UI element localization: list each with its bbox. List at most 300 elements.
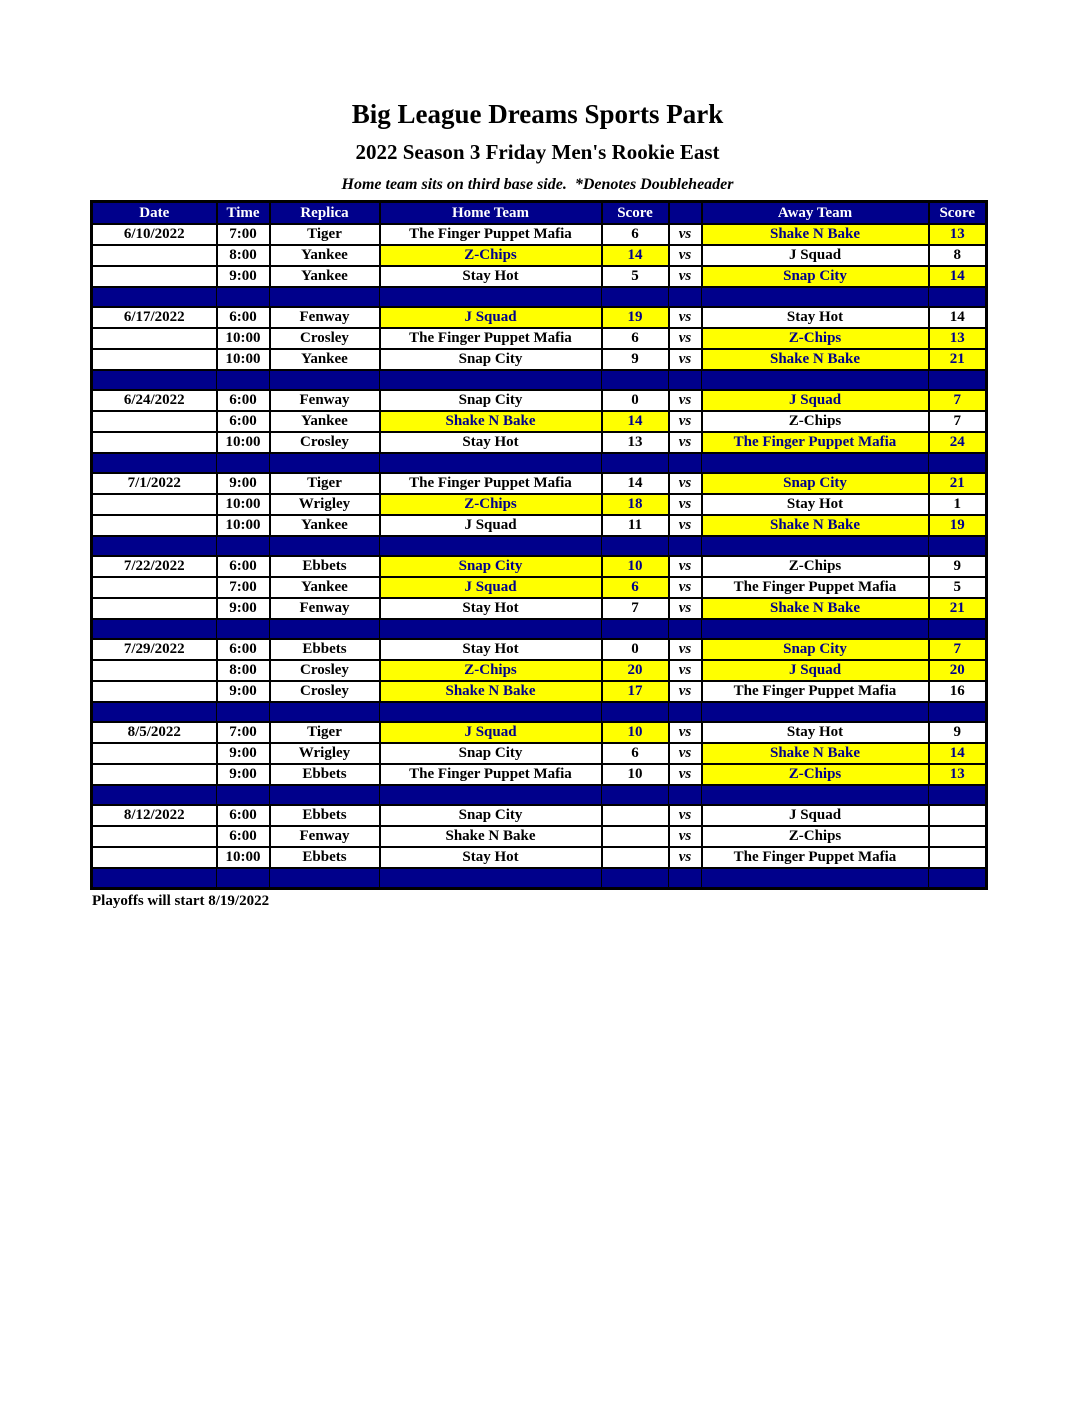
game-row bbox=[92, 681, 987, 702]
date-cell bbox=[92, 577, 217, 598]
time-cell: 9:00 bbox=[217, 473, 270, 494]
separator-cell bbox=[380, 868, 602, 889]
away-team-cell: Shake N Bake bbox=[702, 743, 929, 764]
home-score-cell bbox=[602, 826, 669, 847]
replica-cell: Crosley bbox=[270, 660, 380, 681]
date-cell: 7/22/2022 bbox=[92, 556, 217, 577]
separator-cell bbox=[217, 785, 270, 805]
column-header-date: Date bbox=[92, 202, 217, 225]
home-score-cell: 20 bbox=[602, 660, 669, 681]
home-score-cell: 7 bbox=[602, 598, 669, 619]
away-team-cell: The Finger Puppet Mafia bbox=[702, 681, 929, 702]
separator-cell bbox=[669, 702, 702, 722]
vs-label: vs bbox=[669, 473, 702, 494]
separator-cell bbox=[929, 287, 987, 307]
separator-cell bbox=[270, 702, 380, 722]
time-cell: 6:00 bbox=[217, 390, 270, 411]
away-team-cell: Z-Chips bbox=[702, 826, 929, 847]
vs-label: vs bbox=[669, 328, 702, 349]
home-score-cell bbox=[602, 805, 669, 826]
home-score-cell: 0 bbox=[602, 390, 669, 411]
vs-label: vs bbox=[669, 266, 702, 287]
home-team-cell: Z-Chips bbox=[380, 660, 602, 681]
time-cell: 9:00 bbox=[217, 743, 270, 764]
away-team-cell: J Squad bbox=[702, 390, 929, 411]
game-row bbox=[92, 328, 987, 349]
game-row bbox=[92, 556, 987, 577]
away-score-cell: 24 bbox=[929, 432, 987, 453]
home-score-cell: 9 bbox=[602, 349, 669, 370]
replica-cell: Crosley bbox=[270, 432, 380, 453]
home-score-cell: 13 bbox=[602, 432, 669, 453]
home-team-cell: Stay Hot bbox=[380, 598, 602, 619]
vs-label: vs bbox=[669, 411, 702, 432]
home-team-note: Home team sits on third base side. *Denotes Doubleheader bbox=[341, 176, 734, 194]
time-cell: 6:00 bbox=[217, 411, 270, 432]
vs-label: vs bbox=[669, 494, 702, 515]
time-cell: 9:00 bbox=[217, 764, 270, 785]
home-team-cell: Stay Hot bbox=[380, 639, 602, 660]
home-team-cell: The Finger Puppet Mafia bbox=[380, 224, 602, 245]
separator-cell bbox=[669, 453, 702, 473]
separator-cell bbox=[929, 868, 987, 889]
separator-cell bbox=[92, 287, 217, 307]
replica-cell: Tiger bbox=[270, 473, 380, 494]
separator-cell bbox=[217, 453, 270, 473]
separator-cell bbox=[380, 370, 602, 390]
date-cell bbox=[92, 515, 217, 536]
date-cell bbox=[92, 826, 217, 847]
separator-cell bbox=[602, 702, 669, 722]
date-cell: 7/1/2022 bbox=[92, 473, 217, 494]
away-score-cell: 7 bbox=[929, 390, 987, 411]
home-team-cell: J Squad bbox=[380, 577, 602, 598]
separator-cell bbox=[217, 868, 270, 889]
home-team-cell: Snap City bbox=[380, 390, 602, 411]
home-score-cell: 19 bbox=[602, 307, 669, 328]
away-score-cell: 9 bbox=[929, 722, 987, 743]
separator-row bbox=[92, 619, 987, 639]
away-score-cell: 14 bbox=[929, 743, 987, 764]
away-score-cell: 14 bbox=[929, 266, 987, 287]
away-team-cell: Snap City bbox=[702, 266, 929, 287]
column-header-away-score: Score bbox=[929, 202, 987, 225]
separator-cell bbox=[380, 619, 602, 639]
home-team-cell: The Finger Puppet Mafia bbox=[380, 764, 602, 785]
away-team-cell: The Finger Puppet Mafia bbox=[702, 432, 929, 453]
replica-cell: Fenway bbox=[270, 390, 380, 411]
date-cell: 6/10/2022 bbox=[92, 224, 217, 245]
home-team-cell: Snap City bbox=[380, 349, 602, 370]
time-cell: 6:00 bbox=[217, 639, 270, 660]
replica-cell: Crosley bbox=[270, 681, 380, 702]
away-team-cell: Shake N Bake bbox=[702, 515, 929, 536]
vs-label: vs bbox=[669, 515, 702, 536]
home-team-cell: Stay Hot bbox=[380, 847, 602, 868]
date-cell bbox=[92, 847, 217, 868]
away-team-cell: Z-Chips bbox=[702, 411, 929, 432]
separator-cell bbox=[380, 702, 602, 722]
separator-cell bbox=[702, 287, 929, 307]
game-row bbox=[92, 577, 987, 598]
time-cell: 6:00 bbox=[217, 826, 270, 847]
game-row bbox=[92, 473, 987, 494]
replica-cell: Yankee bbox=[270, 245, 380, 266]
column-header-replica: Replica bbox=[270, 202, 380, 225]
separator-cell bbox=[602, 287, 669, 307]
home-team-cell: Snap City bbox=[380, 743, 602, 764]
away-score-cell: 20 bbox=[929, 660, 987, 681]
away-score-cell: 14 bbox=[929, 307, 987, 328]
away-score-cell: 8 bbox=[929, 245, 987, 266]
separator-cell bbox=[380, 536, 602, 556]
date-cell bbox=[92, 328, 217, 349]
home-team-cell: Shake N Bake bbox=[380, 681, 602, 702]
home-score-cell: 10 bbox=[602, 556, 669, 577]
separator-cell bbox=[380, 287, 602, 307]
game-row bbox=[92, 224, 987, 245]
home-team-cell: J Squad bbox=[380, 515, 602, 536]
home-score-cell: 14 bbox=[602, 411, 669, 432]
vs-label: vs bbox=[669, 847, 702, 868]
away-score-cell: 21 bbox=[929, 349, 987, 370]
away-team-cell: Stay Hot bbox=[702, 307, 929, 328]
date-cell: 6/17/2022 bbox=[92, 307, 217, 328]
separator-cell bbox=[92, 785, 217, 805]
game-row bbox=[92, 432, 987, 453]
vs-label: vs bbox=[669, 681, 702, 702]
away-score-cell: 7 bbox=[929, 639, 987, 660]
separator-cell bbox=[929, 702, 987, 722]
home-team-cell: J Squad bbox=[380, 307, 602, 328]
time-cell: 6:00 bbox=[217, 805, 270, 826]
away-team-cell: The Finger Puppet Mafia bbox=[702, 847, 929, 868]
vs-label: vs bbox=[669, 743, 702, 764]
game-row bbox=[92, 598, 987, 619]
replica-cell: Ebbets bbox=[270, 639, 380, 660]
replica-cell: Crosley bbox=[270, 328, 380, 349]
time-cell: 9:00 bbox=[217, 598, 270, 619]
column-header-vs bbox=[669, 202, 702, 225]
document-heading bbox=[90, 0, 985, 194]
home-score-cell: 11 bbox=[602, 515, 669, 536]
home-score-cell: 14 bbox=[602, 245, 669, 266]
date-cell bbox=[92, 266, 217, 287]
game-row bbox=[92, 349, 987, 370]
separator-cell bbox=[929, 536, 987, 556]
separator-cell bbox=[217, 287, 270, 307]
away-score-cell: 13 bbox=[929, 224, 987, 245]
home-score-cell: 10 bbox=[602, 722, 669, 743]
separator-cell bbox=[602, 619, 669, 639]
separator-cell bbox=[929, 370, 987, 390]
away-team-cell: Snap City bbox=[702, 639, 929, 660]
date-cell bbox=[92, 598, 217, 619]
separator-cell bbox=[270, 453, 380, 473]
separator-row bbox=[92, 702, 987, 722]
home-team-cell: Shake N Bake bbox=[380, 826, 602, 847]
away-team-cell: Shake N Bake bbox=[702, 224, 929, 245]
date-cell bbox=[92, 743, 217, 764]
home-team-cell: Snap City bbox=[380, 556, 602, 577]
home-team-cell: Stay Hot bbox=[380, 266, 602, 287]
game-row bbox=[92, 743, 987, 764]
away-team-cell: Stay Hot bbox=[702, 494, 929, 515]
game-row bbox=[92, 390, 987, 411]
replica-cell: Tiger bbox=[270, 722, 380, 743]
date-cell bbox=[92, 411, 217, 432]
separator-cell bbox=[92, 370, 217, 390]
time-cell: 6:00 bbox=[217, 556, 270, 577]
away-team-cell: Z-Chips bbox=[702, 556, 929, 577]
replica-cell: Wrigley bbox=[270, 494, 380, 515]
date-cell bbox=[92, 660, 217, 681]
home-score-cell bbox=[602, 847, 669, 868]
vs-label: vs bbox=[669, 826, 702, 847]
date-cell bbox=[92, 764, 217, 785]
replica-cell: Wrigley bbox=[270, 743, 380, 764]
away-score-cell: 13 bbox=[929, 328, 987, 349]
separator-row bbox=[92, 868, 987, 889]
game-row bbox=[92, 764, 987, 785]
time-cell: 9:00 bbox=[217, 681, 270, 702]
vs-label: vs bbox=[669, 660, 702, 681]
separator-cell bbox=[92, 536, 217, 556]
time-cell: 10:00 bbox=[217, 432, 270, 453]
game-row bbox=[92, 826, 987, 847]
separator-cell bbox=[669, 785, 702, 805]
time-cell: 7:00 bbox=[217, 722, 270, 743]
date-cell: 8/5/2022 bbox=[92, 722, 217, 743]
vs-label: vs bbox=[669, 722, 702, 743]
vs-label: vs bbox=[669, 349, 702, 370]
game-row bbox=[92, 660, 987, 681]
separator-cell bbox=[380, 453, 602, 473]
away-score-cell: 9 bbox=[929, 556, 987, 577]
home-score-cell: 6 bbox=[602, 577, 669, 598]
separator-cell bbox=[217, 370, 270, 390]
vs-label: vs bbox=[669, 432, 702, 453]
date-cell bbox=[92, 245, 217, 266]
time-cell: 10:00 bbox=[217, 328, 270, 349]
separator-cell bbox=[217, 536, 270, 556]
date-cell: 6/24/2022 bbox=[92, 390, 217, 411]
date-cell: 7/29/2022 bbox=[92, 639, 217, 660]
away-team-cell: J Squad bbox=[702, 660, 929, 681]
replica-cell: Yankee bbox=[270, 577, 380, 598]
vs-label: vs bbox=[669, 598, 702, 619]
game-row bbox=[92, 245, 987, 266]
page-title: Big League Dreams Sports Park bbox=[351, 99, 724, 129]
away-score-cell bbox=[929, 847, 987, 868]
separator-cell bbox=[669, 287, 702, 307]
separator-cell bbox=[602, 370, 669, 390]
home-score-cell: 6 bbox=[602, 743, 669, 764]
away-team-cell: The Finger Puppet Mafia bbox=[702, 577, 929, 598]
column-header-home-team: Home Team bbox=[380, 202, 602, 225]
time-cell: 10:00 bbox=[217, 349, 270, 370]
away-team-cell: J Squad bbox=[702, 805, 929, 826]
date-cell bbox=[92, 681, 217, 702]
date-cell: 8/12/2022 bbox=[92, 805, 217, 826]
home-team-cell: J Squad bbox=[380, 722, 602, 743]
column-header-home-score: Score bbox=[602, 202, 669, 225]
home-team-cell: The Finger Puppet Mafia bbox=[380, 328, 602, 349]
game-row bbox=[92, 805, 987, 826]
separator-cell bbox=[669, 619, 702, 639]
separator-cell bbox=[702, 453, 929, 473]
home-score-cell: 17 bbox=[602, 681, 669, 702]
separator-cell bbox=[669, 370, 702, 390]
schedule-table-head bbox=[92, 202, 987, 225]
separator-cell bbox=[702, 370, 929, 390]
separator-cell bbox=[929, 785, 987, 805]
separator-cell bbox=[217, 619, 270, 639]
home-team-cell: Shake N Bake bbox=[380, 411, 602, 432]
replica-cell: Yankee bbox=[270, 349, 380, 370]
time-cell: 10:00 bbox=[217, 515, 270, 536]
game-row bbox=[92, 515, 987, 536]
away-score-cell: 19 bbox=[929, 515, 987, 536]
separator-cell bbox=[270, 370, 380, 390]
game-row bbox=[92, 307, 987, 328]
separator-cell bbox=[270, 619, 380, 639]
away-score-cell: 5 bbox=[929, 577, 987, 598]
game-row bbox=[92, 494, 987, 515]
separator-cell bbox=[702, 702, 929, 722]
replica-cell: Ebbets bbox=[270, 764, 380, 785]
home-score-cell: 0 bbox=[602, 639, 669, 660]
column-header-away-team: Away Team bbox=[702, 202, 929, 225]
separator-cell bbox=[702, 536, 929, 556]
home-score-cell: 5 bbox=[602, 266, 669, 287]
schedule-table bbox=[90, 200, 988, 890]
away-score-cell: 13 bbox=[929, 764, 987, 785]
replica-cell: Ebbets bbox=[270, 805, 380, 826]
replica-cell: Ebbets bbox=[270, 556, 380, 577]
away-score-cell: 7 bbox=[929, 411, 987, 432]
away-score-cell: 21 bbox=[929, 598, 987, 619]
away-score-cell: 21 bbox=[929, 473, 987, 494]
replica-cell: Tiger bbox=[270, 224, 380, 245]
vs-label: vs bbox=[669, 577, 702, 598]
replica-cell: Fenway bbox=[270, 307, 380, 328]
separator-cell bbox=[92, 619, 217, 639]
home-score-cell: 18 bbox=[602, 494, 669, 515]
away-team-cell: Shake N Bake bbox=[702, 598, 929, 619]
away-team-cell: Z-Chips bbox=[702, 764, 929, 785]
game-row bbox=[92, 847, 987, 868]
vs-label: vs bbox=[669, 390, 702, 411]
time-cell: 10:00 bbox=[217, 494, 270, 515]
away-team-cell: Snap City bbox=[702, 473, 929, 494]
game-row bbox=[92, 639, 987, 660]
separator-cell bbox=[929, 453, 987, 473]
separator-cell bbox=[270, 287, 380, 307]
game-row bbox=[92, 411, 987, 432]
separator-cell bbox=[602, 453, 669, 473]
separator-row bbox=[92, 287, 987, 307]
playoffs-note: Playoffs will start 8/19/2022 bbox=[92, 893, 270, 910]
vs-label: vs bbox=[669, 556, 702, 577]
separator-cell bbox=[270, 536, 380, 556]
schedule-table-body bbox=[92, 224, 987, 889]
column-header-time: Time bbox=[217, 202, 270, 225]
separator-row bbox=[92, 370, 987, 390]
away-team-cell: J Squad bbox=[702, 245, 929, 266]
separator-row bbox=[92, 453, 987, 473]
home-score-cell: 6 bbox=[602, 224, 669, 245]
separator-row bbox=[92, 536, 987, 556]
home-team-cell: Z-Chips bbox=[380, 494, 602, 515]
time-cell: 6:00 bbox=[217, 307, 270, 328]
home-team-cell: The Finger Puppet Mafia bbox=[380, 473, 602, 494]
separator-cell bbox=[929, 619, 987, 639]
time-cell: 8:00 bbox=[217, 245, 270, 266]
replica-cell: Ebbets bbox=[270, 847, 380, 868]
away-score-cell: 1 bbox=[929, 494, 987, 515]
time-cell: 10:00 bbox=[217, 847, 270, 868]
separator-cell bbox=[92, 702, 217, 722]
separator-cell bbox=[669, 868, 702, 889]
separator-cell bbox=[92, 868, 217, 889]
replica-cell: Yankee bbox=[270, 411, 380, 432]
vs-label: vs bbox=[669, 307, 702, 328]
away-score-cell: 16 bbox=[929, 681, 987, 702]
separator-cell bbox=[270, 868, 380, 889]
away-score-cell bbox=[929, 826, 987, 847]
time-cell: 7:00 bbox=[217, 224, 270, 245]
separator-cell bbox=[702, 785, 929, 805]
header-row bbox=[92, 202, 987, 225]
time-cell: 8:00 bbox=[217, 660, 270, 681]
replica-cell: Yankee bbox=[270, 266, 380, 287]
away-team-cell: Stay Hot bbox=[702, 722, 929, 743]
game-row bbox=[92, 722, 987, 743]
home-team-cell: Stay Hot bbox=[380, 432, 602, 453]
home-score-cell: 14 bbox=[602, 473, 669, 494]
date-cell bbox=[92, 432, 217, 453]
date-cell bbox=[92, 349, 217, 370]
time-cell: 9:00 bbox=[217, 266, 270, 287]
home-score-cell: 10 bbox=[602, 764, 669, 785]
separator-cell bbox=[602, 868, 669, 889]
separator-row bbox=[92, 785, 987, 805]
separator-cell bbox=[669, 536, 702, 556]
replica-cell: Fenway bbox=[270, 598, 380, 619]
home-team-cell: Snap City bbox=[380, 805, 602, 826]
vs-label: vs bbox=[669, 639, 702, 660]
page-subtitle: 2022 Season 3 Friday Men's Rookie East bbox=[355, 140, 720, 165]
separator-cell bbox=[217, 702, 270, 722]
vs-label: vs bbox=[669, 245, 702, 266]
separator-cell bbox=[380, 785, 602, 805]
separator-cell bbox=[602, 536, 669, 556]
vs-label: vs bbox=[669, 805, 702, 826]
home-team-cell: Z-Chips bbox=[380, 245, 602, 266]
game-row bbox=[92, 266, 987, 287]
away-team-cell: Shake N Bake bbox=[702, 349, 929, 370]
date-cell bbox=[92, 494, 217, 515]
away-score-cell bbox=[929, 805, 987, 826]
away-team-cell: Z-Chips bbox=[702, 328, 929, 349]
vs-label: vs bbox=[669, 764, 702, 785]
vs-label: vs bbox=[669, 224, 702, 245]
replica-cell: Yankee bbox=[270, 515, 380, 536]
separator-cell bbox=[602, 785, 669, 805]
time-cell: 7:00 bbox=[217, 577, 270, 598]
separator-cell bbox=[702, 619, 929, 639]
